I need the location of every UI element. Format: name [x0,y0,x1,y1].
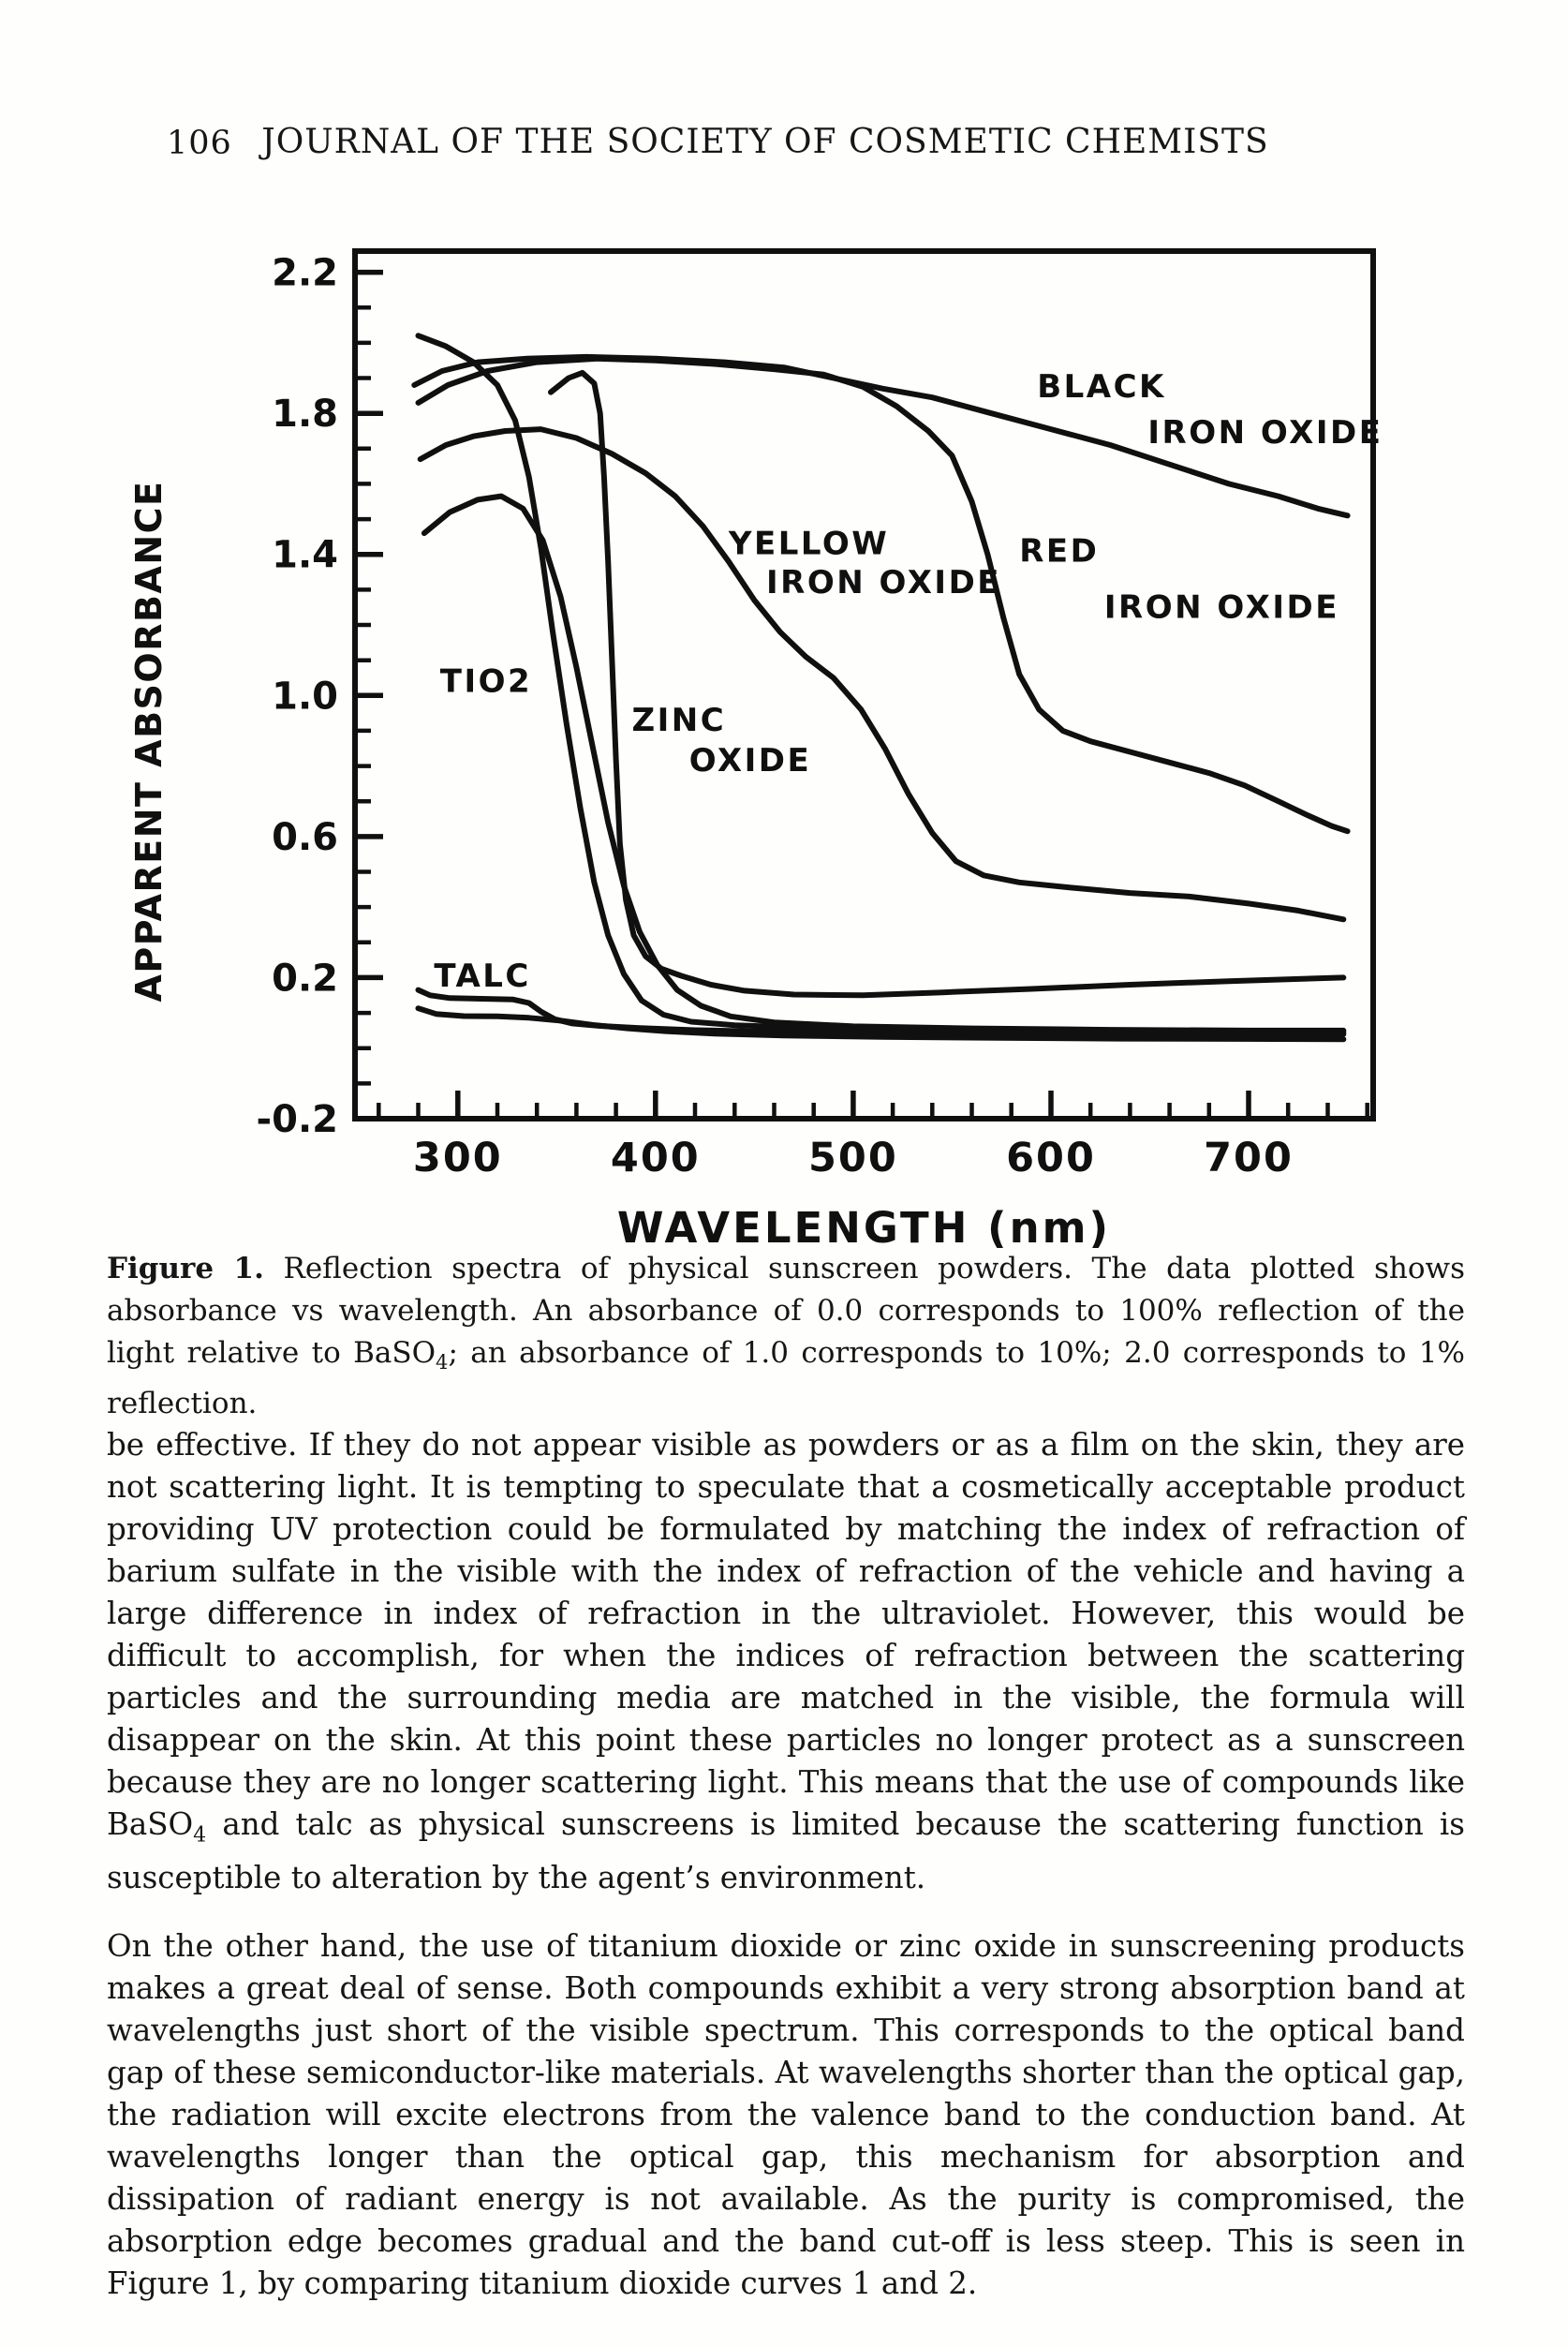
curve-label: ZINC [631,701,727,739]
page-number: 106 [167,125,232,162]
y-tick-label: 1.4 [272,533,338,577]
curve-label: RED [1019,532,1100,571]
figure-chart-svg [107,212,1399,1315]
x-tick-label: 700 [1204,1135,1294,1181]
curve-label: IRON OXIDE [766,564,1002,602]
x-axis-title: WAVELENGTH (nm) [616,1203,1112,1253]
curve-label: YELLOW [728,525,890,563]
curve-label: TIO2 [439,662,533,701]
y-tick-label: 1.8 [272,393,338,437]
curve-label: BLACK [1037,368,1166,407]
article-body [107,1424,1465,2305]
journal-header: JOURNAL OF THE SOCIETY OF COSMETIC CHEMISTS [261,123,1269,161]
paragraph-1: be effective. If they do not appear visible as powders or as a film on the skin, they are not scattering light. It is tempting to speculate that a cosmetically acceptable product providing UV protection could be formulated by matching the index of refraction of barium sulfate in the visible with the index of refraction of the vehicle and having a large difference in index of refraction in the ultraviolet. However, this would be difficult to accomplish, for when the indices of refraction between the scattering particles and the surrounding media are matched in the visible, the formula will disappear on the skin. At this point these particles no longer protect as a sunscreen because they are no longer scattering light. This means that the use of compounds like BaSO$_4$ and talc as physical sunscreens is limited because the scattering function is susceptible to alteration by the agent’s environment. [107,1427,1465,1895]
y-tick-label: 1.0 [272,675,338,719]
x-tick-label: 300 [412,1135,503,1181]
curve-label: IRON OXIDE [1103,588,1339,627]
paragraph-2: On the other hand, the use of titanium dioxide or zinc oxide in sunscreening products makes a great deal of sense. Both compounds exhibit a very strong absorption band at wavelengths just short of the visible spectrum. This corresponds to the optical band gap of these semiconductor-like materials. At wavelengths shorter than the optical gap, the radiation will excite electrons from the valence band to the conduction band. At wavelengths longer than the optical gap, this mechanism for absorption and dissipation of radiant energy is not available. As the purity is compromised, the absorption edge becomes gradual and the band cut-off is less steep. This is seen in Figure 1, by comparing titanium dioxide curves 1 and 2. [107,1927,1465,2301]
curve-label: IRON OXIDE [1147,414,1383,453]
y-tick-label: 0.6 [272,815,338,859]
y-tick-label: 0.2 [272,957,338,1001]
y-tick-label: -0.2 [256,1098,338,1141]
y-tick-label: 2.2 [272,251,338,295]
curve-label: OXIDE [688,742,812,780]
y-axis-title: APPARENT ABSORBANCE [128,480,170,1003]
x-tick-label: 500 [808,1135,898,1181]
figure-caption: Figure 1. Reflection spectra of physical sunscreen powders. The data plotted shows absorbance vs wavelength. An absorbance of 0.0 corresponds to 100% reflection of the light relative to BaSO$_4$; an absorbance of 1.0 corresponds to 10%; 2.0 corresponds to 1% reflection. [107,1252,1465,1421]
figure-1 [107,212,1399,1315]
x-tick-label: 600 [1006,1135,1096,1181]
curve-label: TALC [434,957,531,995]
x-tick-label: 400 [610,1135,701,1181]
